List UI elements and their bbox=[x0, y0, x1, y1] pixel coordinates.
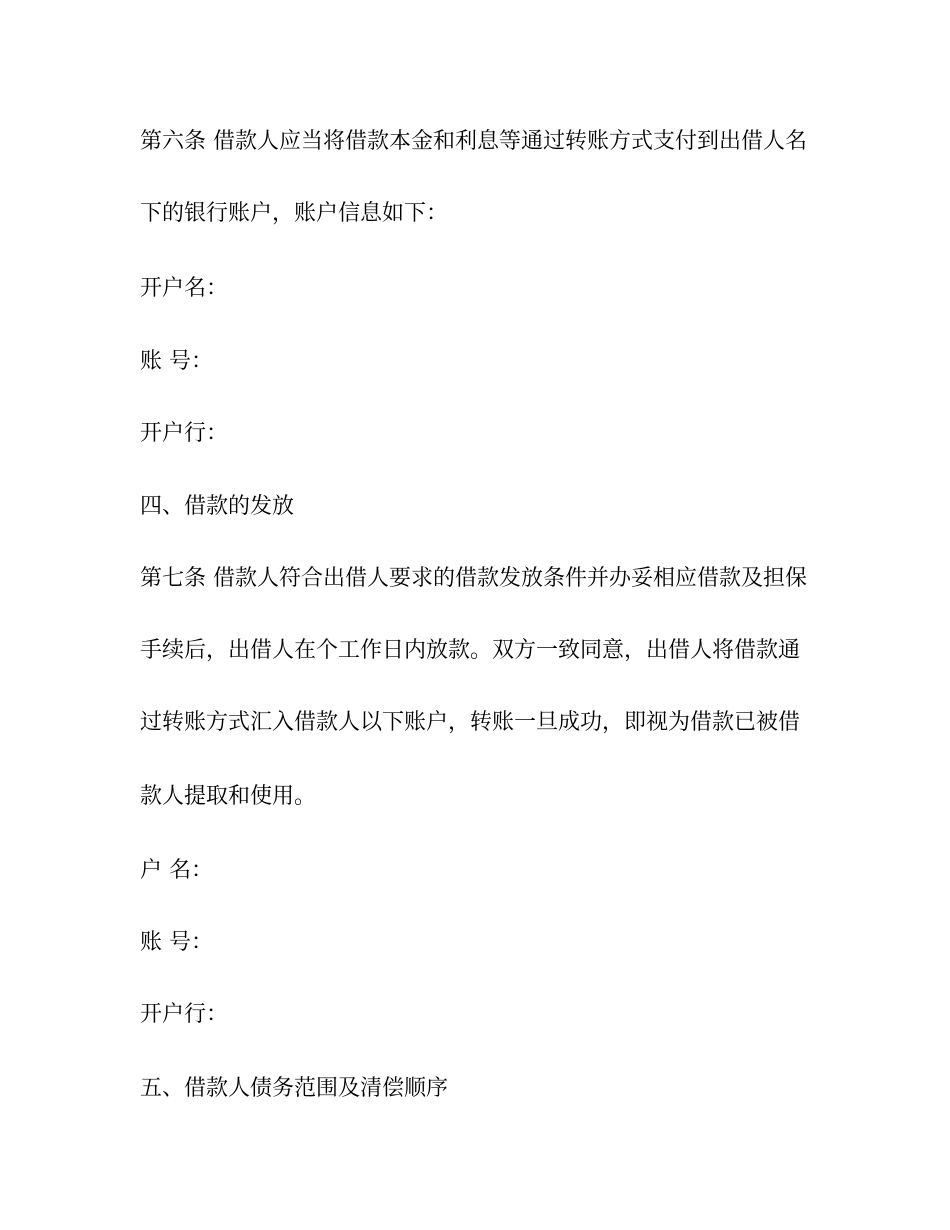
article-6-line-1: 第六条 借款人应当将借款本金和利息等通过转账方式支付到出借人名 bbox=[140, 129, 807, 154]
bank-name-label: 开户行： bbox=[140, 421, 229, 446]
borrower-bank-name-label: 开户行： bbox=[140, 1002, 229, 1027]
section-5-heading: 五、借款人债务范围及清偿顺序 bbox=[140, 1076, 449, 1101]
account-number-label: 账 号： bbox=[140, 349, 213, 374]
borrower-account-number-label: 账 号： bbox=[140, 930, 213, 955]
article-7-line-3: 过转账方式汇入借款人以下账户，转账一旦成功，即视为借款已被借 bbox=[140, 710, 801, 735]
article-7-line-4: 款人提取和使用。 bbox=[140, 784, 317, 809]
section-4-heading: 四、借款的发放 bbox=[140, 494, 295, 519]
account-name-label: 开户名： bbox=[140, 276, 229, 301]
article-6-line-2: 下的银行账户，账户信息如下： bbox=[140, 201, 449, 226]
article-7-line-2: 手续后，出借人在个工作日内放款。双方一致同意，出借人将借款通 bbox=[140, 638, 801, 663]
article-7-line-1: 第七条 借款人符合出借人要求的借款发放条件并办妥相应借款及担保 bbox=[140, 566, 807, 591]
borrower-account-name-label: 户 名： bbox=[140, 858, 213, 883]
